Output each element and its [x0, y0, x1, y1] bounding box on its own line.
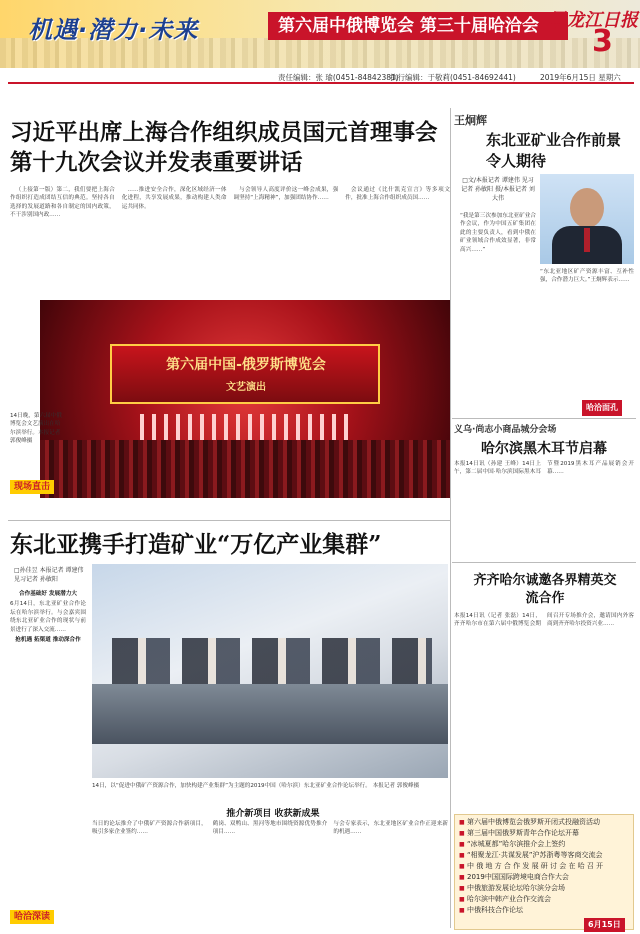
sub-article-column: 当日的论坛推介了中俄矿产资源合作新项目，吸引多家企业签约…… — [92, 821, 207, 836]
section-divider — [452, 562, 636, 563]
lead-column — [234, 186, 339, 312]
lead-headline: 习近平出席上海合作组织成员国元首理事会第十九次会议并发表重要讲话 — [10, 120, 438, 176]
list-item[interactable]: ■ 哈尔滨中韩产业合作交流会 — [459, 894, 629, 905]
list-item[interactable]: ■ 2019中国国际跨境电商合作大会 — [459, 872, 629, 883]
subhead: 合作基础好 发展潜力大 — [19, 591, 77, 597]
section-divider — [8, 520, 450, 521]
deep-read-badge: 哈洽深读 — [10, 910, 54, 924]
date-badge: 6月15日 — [584, 918, 625, 932]
profile-byline: □文/本报记者 谭建伟 见习记者 孙敏阳 摄/本报记者 刘大伟 — [461, 177, 535, 202]
lead-column — [10, 186, 115, 312]
conference-table — [92, 684, 448, 744]
headline-list — [454, 814, 634, 930]
performance-photo — [40, 300, 450, 498]
profile-text: “东北亚地区矿产资源丰富、互补性强，合作潜力巨大。”王炯辉表示…… — [540, 269, 634, 284]
audience — [40, 440, 450, 498]
list-item[interactable]: ■ 第三届中国俄罗斯青年合作论坛开幕 — [459, 828, 629, 839]
caption-credit: 本报记者 郭俊峰摄 — [372, 783, 420, 789]
second-body — [10, 588, 86, 924]
paragraph: ……推进安全合作，深化区域经济一体化进程，共享发展成果，推动构建人类命运共同体。 — [121, 187, 227, 210]
masthead-slogan: 机遇·潜力·未来 — [28, 16, 199, 44]
profile-headline: 东北亚矿业合作前景令人期待 — [486, 131, 622, 170]
info-line — [8, 70, 634, 84]
profile-text: “我是第三次参加东北亚矿业合作会议，作为中国五矿集团在此的主要负责人，看到中俄在矿业领域合作成效显著，非常高兴……” — [460, 213, 536, 253]
qiqihar-headline: 齐齐哈尔诚邀各界精英交流合作 — [473, 573, 617, 606]
portrait-tie — [584, 228, 590, 252]
list-item[interactable]: ■ “冰城夏都”哈尔滨推介会上签约 — [459, 839, 629, 850]
fungus-fest-body: 本报14日讯（孙建 王峰）14日上午，第二届中国·哈尔滨国际黑木耳节暨2019黑木耳产品展销会开幕…… — [454, 461, 634, 476]
forum-photo-caption — [92, 782, 448, 790]
list-item[interactable]: ■ 中 俄 地 方 合 作 发 展 研 讨 会 在 哈 召 开 — [459, 861, 629, 872]
column-divider — [450, 108, 451, 928]
lead-column — [122, 186, 227, 312]
harbin-fair-faces-badge: 哈洽面孔 — [582, 400, 622, 416]
masthead-banner — [0, 0, 640, 68]
list-item[interactable]: ■ 第六届中俄博览会俄罗斯开闭式投融资活动 — [459, 817, 629, 828]
qiqihar-body: 本报14日讯（记者 张磊）14日，齐齐哈尔市在第六届中俄博览会期间召开专场推介会，邀请国内外客商到齐齐哈尔投资兴业…… — [454, 613, 634, 628]
newspaper-logo: 黑龙江日报 — [548, 10, 638, 31]
profile-name: 王炯辉 — [454, 114, 487, 127]
stage-title: 第六届中国-俄罗斯博览会 — [166, 357, 326, 373]
paragraph: 会议通过《比什凯克宣言》等多项文件，批准上海合作组织成员国…… — [345, 187, 450, 202]
event-banner: 第六届中俄博览会 第三十届哈洽会 — [268, 12, 568, 40]
second-byline: □孙佳昱 本报记者 谭建伟 见习记者 孙敏阳 — [14, 567, 84, 583]
subhead: 抢机遇 拓渠道 推动深合作 — [15, 637, 81, 644]
fungus-fest-headline: 哈尔滨黑木耳节启幕 — [481, 441, 607, 457]
list-item[interactable]: ■ “相聚龙江·共谋发展”沪苏浙粤等客商交流会 — [459, 850, 629, 861]
sub-article-body — [92, 820, 448, 924]
page-number: 3 — [592, 24, 613, 59]
editor-credit: 责任编辑：张 瑜(0451-84842381) — [278, 73, 399, 82]
lead-body — [10, 186, 450, 312]
list-item[interactable]: ■ 中俄科技合作论坛 — [459, 905, 629, 916]
photo-caption: 14日晚，第六届中俄博览会文艺演出在哈尔滨举行。本报记者 郭俊峰摄 — [10, 413, 62, 445]
sub-headline: 推介新项目 收获新成果 — [226, 809, 320, 819]
sub-article-column: 鹤岗、双鸭山、黑河等地市围绕资源优势推介项目…… — [212, 821, 328, 836]
paragraph: 与会领导人高度评价这一峰会成果，强调坚持“上海精神”，加强团结协作…… — [233, 187, 339, 202]
list-item[interactable]: ■ 中俄旅游发展论坛哈尔滨分会场 — [459, 883, 629, 894]
portrait-face — [570, 188, 604, 228]
portrait-photo — [540, 174, 634, 264]
designer-credit: 执行编辑：于敬莉(0451-84692441) — [390, 73, 516, 82]
paragraph: （上接第一版）第二，我们要把上海合作组织打造成团结互信的典范。坚持各自选择的发展道路和各自制定的国内政策，不干涉别国内政…… — [10, 187, 115, 219]
stage-subtitle: 文艺演出 — [226, 382, 266, 393]
caption-text: 14日，以“促进中俄矿产资源合作，加快构建产业集群”为主题的2019中国（哈尔滨）东北亚矿业合作论坛举行。 — [92, 783, 371, 789]
section-divider — [452, 418, 636, 419]
scene-badge: 现场直击 — [10, 480, 54, 494]
stage-screen — [110, 344, 380, 404]
sub-article-column: 与会专家表示，东北亚地区矿业合作正迎来新的机遇…… — [333, 821, 449, 836]
forum-photo — [92, 564, 448, 778]
lead-column — [345, 186, 450, 312]
issue-date: 2019年6月15日 星期六 — [540, 73, 621, 82]
second-headline: 东北亚携手打造矿业“万亿产业集群” — [10, 531, 382, 558]
paragraph: 6月14日，东北亚矿业合作论坛在哈尔滨举行。与会嘉宾围绕东北亚矿业合作的现状与前景进行了深入交流…… — [10, 601, 86, 633]
kicker: 义乌·尚志小商品城分会场 — [454, 425, 557, 435]
